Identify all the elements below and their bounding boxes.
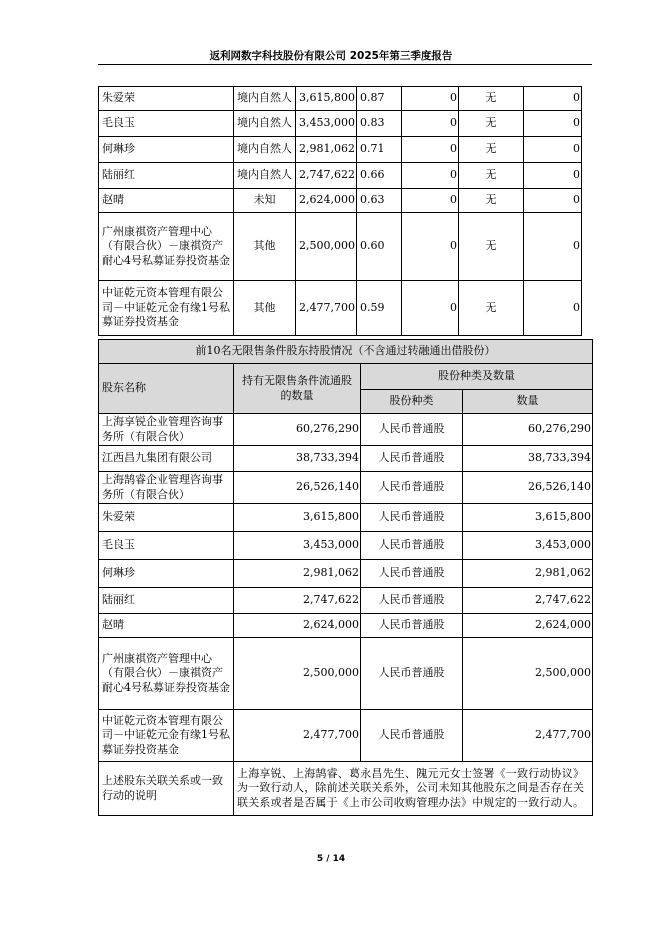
table-row: [99, 213, 582, 281]
unrestricted-shares: 38,733,394: [234, 446, 361, 472]
restricted-shares: 0: [401, 137, 458, 163]
shares-held: 2,624,000: [296, 189, 357, 213]
share-type: 人民币普通股: [361, 588, 463, 614]
pledge-quantity: 0: [523, 213, 581, 281]
table-row: [99, 281, 582, 336]
share-type: 人民币普通股: [361, 560, 463, 588]
shareholder-name: 广州康祺资产管理中心（有限合伙）－康祺资产耐心4号私募证券投资基金: [99, 638, 234, 710]
share-quantity: 3,615,800: [463, 504, 593, 532]
share-type: 人民币普通股: [361, 638, 463, 710]
unrestricted-shares: 2,500,000: [234, 638, 361, 710]
holding-ratio: 0.83: [356, 111, 401, 137]
holding-ratio: 0.60: [356, 213, 401, 281]
unrestricted-shareholders-table: [98, 339, 593, 816]
restricted-shares: 0: [401, 213, 458, 281]
shareholder-nature: 境内自然人: [234, 137, 296, 163]
table-row: [99, 87, 582, 111]
shareholder-nature: 境内自然人: [234, 87, 296, 111]
pledge-status: 无: [458, 281, 523, 336]
shareholder-name: 毛良玉: [99, 111, 234, 137]
shares-held: 2,981,062: [296, 137, 357, 163]
shareholder-name: 何琳珍: [99, 137, 234, 163]
shareholder-nature: 境内自然人: [234, 111, 296, 137]
col-header-name: 股东名称: [99, 364, 234, 414]
unrestricted-shares: 2,747,622: [234, 588, 361, 614]
header-row: [99, 364, 593, 390]
shareholder-nature: 其他: [234, 281, 296, 336]
share-type: 人民币普通股: [361, 472, 463, 504]
table-row: [99, 189, 582, 213]
shareholder-name: 毛良玉: [99, 532, 234, 560]
shareholder-name: 广州康祺资产管理中心（有限合伙）－康祺资产耐心4号私募证券投资基金: [99, 213, 234, 281]
unrestricted-shares: 26,526,140: [234, 472, 361, 504]
shareholder-nature: 境内自然人: [234, 163, 296, 189]
share-quantity: 60,276,290: [463, 414, 593, 446]
shares-held: 2,477,700: [296, 281, 357, 336]
table-row: [99, 638, 593, 710]
note-label: 上述股东关联关系或一致行动的说明: [99, 762, 234, 816]
shares-held: 3,453,000: [296, 111, 357, 137]
shareholder-name: 赵晴: [99, 189, 234, 213]
page-number: 5 / 14: [316, 854, 346, 864]
col-header-type: 股份种类: [361, 390, 463, 414]
share-quantity: 38,733,394: [463, 446, 593, 472]
restricted-shares: 0: [401, 87, 458, 111]
shareholder-nature: 其他: [234, 213, 296, 281]
pledge-status: 无: [458, 137, 523, 163]
restricted-shares: 0: [401, 189, 458, 213]
share-quantity: 2,747,622: [463, 588, 593, 614]
shareholder-name: 陆丽红: [99, 588, 234, 614]
pledge-status: 无: [458, 163, 523, 189]
shareholder-name: 中证乾元资本管理有限公司－中证乾元金有缘1号私募证券投资基金: [99, 710, 234, 762]
share-quantity: 2,981,062: [463, 560, 593, 588]
shareholder-name: 陆丽红: [99, 163, 234, 189]
holding-ratio: 0.87: [356, 87, 401, 111]
pledge-quantity: 0: [523, 87, 581, 111]
shares-held: 2,747,622: [296, 163, 357, 189]
shareholder-name: 朱爱荣: [99, 504, 234, 532]
share-type: 人民币普通股: [361, 504, 463, 532]
pledge-quantity: 0: [523, 163, 581, 189]
restricted-shares: 0: [401, 111, 458, 137]
pledge-status: 无: [458, 213, 523, 281]
note-text: 上海享锐、上海鹄睿、葛永昌先生、隗元元女士签署《一致行动协议》为一致行动人，除前述关联关系外，公司未知其他股东之间是否存在关联关系或者是否属于《上市公司收购管理办法》中规定的一致行动人。: [234, 762, 593, 816]
table-row: [99, 414, 593, 446]
table-row: [99, 137, 582, 163]
share-quantity: 3,453,000: [463, 532, 593, 560]
table-row: [99, 560, 593, 588]
table-row: [99, 710, 593, 762]
note-row: [99, 762, 593, 816]
pledge-status: 无: [458, 189, 523, 213]
unrestricted-shares: 60,276,290: [234, 414, 361, 446]
table-row: [99, 504, 593, 532]
pledge-quantity: 0: [523, 111, 581, 137]
table-row: [99, 472, 593, 504]
table-row: [99, 163, 582, 189]
shareholder-name: 何琳珍: [99, 560, 234, 588]
unrestricted-shares: 2,981,062: [234, 560, 361, 588]
unrestricted-shares: 2,477,700: [234, 710, 361, 762]
shareholder-nature: 未知: [234, 189, 296, 213]
pledge-quantity: 0: [523, 189, 581, 213]
share-quantity: 2,500,000: [463, 638, 593, 710]
unrestricted-shares: 2,624,000: [234, 614, 361, 638]
shareholder-name: 江西昌九集团有限公司: [99, 446, 234, 472]
table-row: [99, 446, 593, 472]
col-header-type-group: 股份种类及数量: [361, 364, 593, 390]
restricted-shares: 0: [401, 281, 458, 336]
shareholder-name: 朱爱荣: [99, 87, 234, 111]
shareholder-name: 上海鹄睿企业管理咨询事务所（有限合伙）: [99, 472, 234, 504]
top10-shareholders-table: [98, 86, 582, 336]
pledge-quantity: 0: [523, 137, 581, 163]
shareholder-name: 上海享锐企业管理咨询事务所（有限合伙）: [99, 414, 234, 446]
section-title-row: [99, 340, 593, 364]
header-divider: [98, 64, 592, 65]
shareholder-name: 中证乾元资本管理有限公司－中证乾元金有缘1号私募证券投资基金: [99, 281, 234, 336]
share-type: 人民币普通股: [361, 532, 463, 560]
share-type: 人民币普通股: [361, 446, 463, 472]
share-type: 人民币普通股: [361, 614, 463, 638]
table-row: [99, 588, 593, 614]
pledge-quantity: 0: [523, 281, 581, 336]
shares-held: 2,500,000: [296, 213, 357, 281]
share-quantity: 26,526,140: [463, 472, 593, 504]
table-row: [99, 614, 593, 638]
section-title: 前10名无限售条件股东持股情况（不含通过转融通出借股份）: [99, 340, 593, 364]
pledge-status: 无: [458, 111, 523, 137]
col-header-shares: 持有无限售条件流通股的数量: [234, 364, 361, 414]
share-quantity: 2,624,000: [463, 614, 593, 638]
table-row: [99, 532, 593, 560]
holding-ratio: 0.63: [356, 189, 401, 213]
shareholder-name: 赵晴: [99, 614, 234, 638]
report-header: 返利网数字科技股份有限公司 2025年第三季度报告: [209, 50, 453, 62]
shares-held: 3,615,800: [296, 87, 357, 111]
holding-ratio: 0.59: [356, 281, 401, 336]
share-type: 人民币普通股: [361, 414, 463, 446]
unrestricted-shares: 3,615,800: [234, 504, 361, 532]
pledge-status: 无: [458, 87, 523, 111]
holding-ratio: 0.66: [356, 163, 401, 189]
unrestricted-shares: 3,453,000: [234, 532, 361, 560]
holding-ratio: 0.71: [356, 137, 401, 163]
table-row: [99, 111, 582, 137]
restricted-shares: 0: [401, 163, 458, 189]
col-header-qty: 数量: [463, 390, 593, 414]
share-quantity: 2,477,700: [463, 710, 593, 762]
share-type: 人民币普通股: [361, 710, 463, 762]
